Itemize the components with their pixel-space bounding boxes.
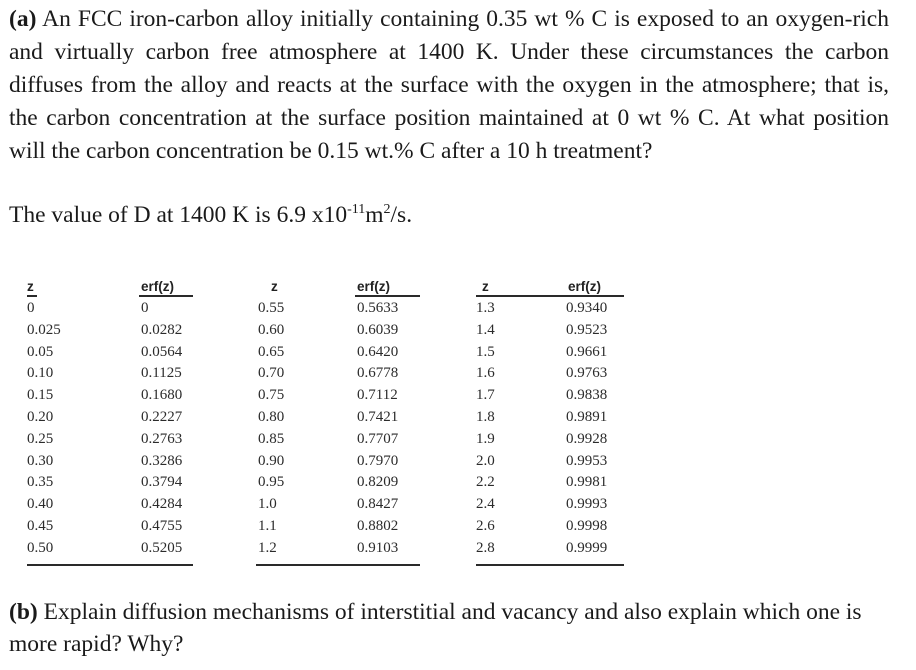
erf-cell: 0.9838 xyxy=(566,387,608,404)
erf-column-header: erf(z) xyxy=(141,279,174,294)
table-row xyxy=(27,451,193,473)
table-row xyxy=(27,385,193,407)
table-row xyxy=(256,298,420,320)
table-row xyxy=(476,298,624,320)
footer-rule xyxy=(27,564,193,566)
erf-cell: 0.0282 xyxy=(141,321,183,338)
table-header xyxy=(256,278,420,295)
table-row xyxy=(27,538,193,560)
z-cell: 0 xyxy=(27,300,35,316)
erf-cell: 0.9993 xyxy=(566,496,608,513)
z-cell: 0.15 xyxy=(27,387,54,404)
table-row xyxy=(476,342,624,364)
table-row xyxy=(256,472,420,494)
d-value-unit-exponent: 2 xyxy=(383,202,391,217)
z-cell: 2.2 xyxy=(476,474,495,491)
z-cell: 0.10 xyxy=(27,365,54,382)
table-row xyxy=(476,472,624,494)
d-value-unit: m xyxy=(365,202,384,228)
header-rule xyxy=(355,295,420,297)
z-cell: 1.8 xyxy=(476,408,495,425)
table-header xyxy=(27,278,193,295)
table-row xyxy=(256,429,420,451)
z-cell: 0.90 xyxy=(258,452,285,469)
table-row xyxy=(27,363,193,385)
header-rule xyxy=(27,295,37,297)
erf-cell: 0.9661 xyxy=(566,343,608,360)
z-cell: 0.50 xyxy=(27,539,54,556)
erf-cell: 0.4755 xyxy=(141,517,183,534)
table-header xyxy=(476,278,624,295)
table-body xyxy=(476,298,624,560)
z-cell: 1.0 xyxy=(258,496,277,513)
z-cell: 0.05 xyxy=(27,343,54,360)
z-cell: 2.8 xyxy=(476,539,495,556)
header-rule xyxy=(476,295,624,297)
table-row xyxy=(256,342,420,364)
erf-cell: 0.2227 xyxy=(141,408,183,425)
z-cell: 0.40 xyxy=(27,496,54,513)
table-row xyxy=(256,494,420,516)
question-part-a xyxy=(9,3,889,168)
z-cell: 1.9 xyxy=(476,430,495,447)
erf-cell: 0.1125 xyxy=(141,365,182,382)
z-cell: 1.3 xyxy=(476,300,495,316)
question-part-b xyxy=(9,596,899,660)
erf-cell: 0.7112 xyxy=(357,387,398,404)
erf-cell: 0.6778 xyxy=(357,365,399,382)
erf-cell: 0.3794 xyxy=(141,474,183,491)
erf-cell: 0.9763 xyxy=(566,365,608,382)
z-column-header: z xyxy=(27,279,34,294)
erf-cell: 0.9523 xyxy=(566,321,608,338)
table-row xyxy=(27,494,193,516)
erf-cell: 0.5633 xyxy=(357,300,399,316)
z-cell: 0.20 xyxy=(27,408,54,425)
z-cell: 0.45 xyxy=(27,517,54,534)
erf-cell: 0.2763 xyxy=(141,430,183,447)
z-cell: 0.35 xyxy=(27,474,54,491)
erf-cell: 0.9891 xyxy=(566,408,608,425)
d-value-exponent: -11 xyxy=(347,202,366,217)
erf-cell: 0.6039 xyxy=(357,321,399,338)
erf-cell: 0.6420 xyxy=(357,343,399,360)
erf-cell: 0 xyxy=(141,300,149,316)
table-row xyxy=(256,407,420,429)
z-cell: 1.6 xyxy=(476,365,495,382)
table-row xyxy=(27,472,193,494)
z-cell: 1.7 xyxy=(476,387,495,404)
table-row xyxy=(27,298,193,320)
z-cell: 0.80 xyxy=(258,408,285,425)
erf-column-group-1 xyxy=(27,278,193,570)
z-cell: 1.4 xyxy=(476,321,495,338)
diffusion-coefficient-statement xyxy=(9,199,412,232)
erf-cell: 0.8209 xyxy=(357,474,399,491)
table-row xyxy=(476,385,624,407)
z-cell: 0.75 xyxy=(258,387,285,404)
table-row xyxy=(256,320,420,342)
z-cell: 2.6 xyxy=(476,517,495,534)
erf-cell: 0.9928 xyxy=(566,430,608,447)
header-rule xyxy=(139,295,193,297)
table-row xyxy=(27,516,193,538)
table-row xyxy=(256,538,420,560)
z-cell: 0.25 xyxy=(27,430,54,447)
erf-cell: 0.1680 xyxy=(141,387,183,404)
table-row xyxy=(476,451,624,473)
table-row xyxy=(476,429,624,451)
footer-rule xyxy=(256,564,420,566)
erf-column-group-2 xyxy=(256,278,420,570)
d-value-prefix: The value of D at 1400 K is 6.9 x10 xyxy=(9,202,348,228)
table-row xyxy=(256,363,420,385)
z-cell: 1.5 xyxy=(476,343,495,360)
part-a-label: (a) xyxy=(9,6,37,32)
table-row xyxy=(476,516,624,538)
erf-column-header: erf(z) xyxy=(568,279,601,294)
erf-cell: 0.9981 xyxy=(566,474,608,491)
z-cell: 1.1 xyxy=(258,517,277,534)
erf-cell: 0.0564 xyxy=(141,343,183,360)
erf-cell: 0.3286 xyxy=(141,452,183,469)
erf-cell: 0.8427 xyxy=(357,496,399,513)
erf-cell: 0.7421 xyxy=(357,408,399,425)
z-cell: 1.2 xyxy=(258,539,277,556)
footer-rule xyxy=(476,564,624,566)
erf-column-group-3 xyxy=(476,278,624,570)
z-cell: 0.60 xyxy=(258,321,285,338)
erf-cell: 0.9998 xyxy=(566,517,608,534)
table-row xyxy=(476,494,624,516)
z-column-header: z xyxy=(271,279,278,294)
erf-cell: 0.8802 xyxy=(357,517,399,534)
d-value-suffix: /s. xyxy=(390,202,413,228)
table-row xyxy=(256,385,420,407)
erf-column-header: erf(z) xyxy=(357,279,390,294)
table-body xyxy=(256,298,420,560)
erf-cell: 0.9340 xyxy=(566,300,608,316)
part-a-text: An FCC iron-carbon alloy initially containing 0.35 wt % C is exposed to an oxygen-rich and virtually carbon free atmosphere at 1400 K. Under these circumstances the carbon diffuses from the alloy and reacts at the surface with the oxygen in the atmosphere; that is, the carbon concentration at the surface position maintained at 0 wt % C. At what position will the carbon concentration be 0.15 wt.% C after a 10 h treatment? xyxy=(9,6,889,164)
z-cell: 0.30 xyxy=(27,452,54,469)
table-row xyxy=(476,320,624,342)
z-column-header: z xyxy=(482,279,489,294)
z-cell: 0.025 xyxy=(27,321,61,338)
z-cell: 0.65 xyxy=(258,343,285,360)
table-row xyxy=(27,407,193,429)
erf-cell: 0.7707 xyxy=(357,430,399,447)
table-row xyxy=(476,538,624,560)
table-row xyxy=(27,429,193,451)
part-b-text: Explain diffusion mechanisms of interstitial and vacancy and also explain which one is more rapid? Why? xyxy=(9,599,862,657)
table-row xyxy=(476,407,624,429)
z-cell: 0.95 xyxy=(258,474,285,491)
z-cell: 2.4 xyxy=(476,496,495,513)
part-b-label: (b) xyxy=(9,599,38,625)
z-cell: 0.55 xyxy=(258,300,285,316)
table-row xyxy=(256,451,420,473)
z-cell: 0.85 xyxy=(258,430,285,447)
erf-cell: 0.4284 xyxy=(141,496,183,513)
table-row xyxy=(476,363,624,385)
table-row xyxy=(256,516,420,538)
erf-cell: 0.7970 xyxy=(357,452,399,469)
erf-cell: 0.5205 xyxy=(141,539,183,556)
table-row xyxy=(27,342,193,364)
erf-cell: 0.9103 xyxy=(357,539,399,556)
table-row xyxy=(27,320,193,342)
table-body xyxy=(27,298,193,560)
z-cell: 0.70 xyxy=(258,365,285,382)
error-function-table xyxy=(27,278,624,570)
erf-cell: 0.9999 xyxy=(566,539,608,556)
erf-cell: 0.9953 xyxy=(566,452,608,469)
z-cell: 2.0 xyxy=(476,452,495,469)
